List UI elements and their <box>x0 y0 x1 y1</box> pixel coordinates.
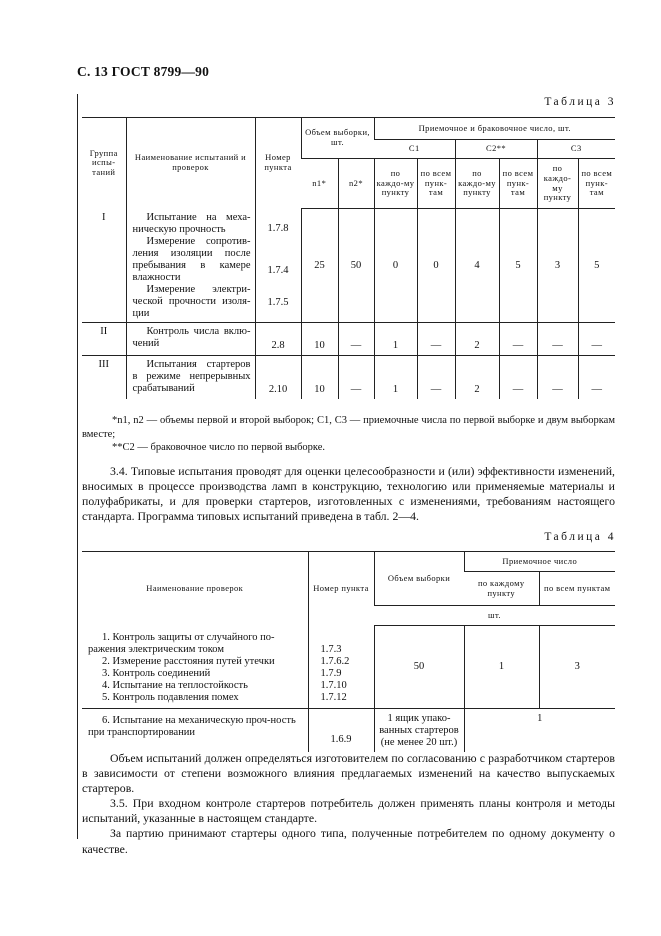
header-volume: Объем выборки <box>374 552 464 606</box>
header-c3-per-point: по каждо-му пункту <box>537 159 578 209</box>
header-all-points: по всем пунктам <box>539 572 615 606</box>
header-c2-per-point: по каждо-му пункту <box>455 159 499 209</box>
group-cell: I <box>82 209 126 323</box>
header-c3-all-points: по всем пунк-там <box>578 159 615 209</box>
check-name: 6. Испытание на механическую проч-ность при транспортировании <box>88 714 296 738</box>
value-cell: 0 <box>374 209 417 323</box>
value-cell: 10 <box>301 356 338 399</box>
header-point: Номер пункта <box>255 118 301 209</box>
test-name: Испытания стартеров в режиме непрерывных срабатываний <box>132 359 251 395</box>
table-row <box>82 356 615 399</box>
value-cell: — <box>417 356 455 399</box>
value-cell: 2 <box>455 323 499 356</box>
table-3 <box>82 117 615 399</box>
point-cell <box>255 209 301 323</box>
check-name: 3. Контроль соединений <box>102 667 211 679</box>
check-name: 5. Контроль подавления помех <box>102 691 239 703</box>
value-cell: 5 <box>499 209 537 323</box>
point-cell: 1.6.9 <box>308 708 374 752</box>
header-c1-all-points: по всем пунк-там <box>417 159 455 209</box>
value-cell: — <box>417 323 455 356</box>
header-c1: C1 <box>374 140 455 159</box>
check-name: 1. Контроль защиты от случайного по-ражения электрическим током <box>88 631 275 655</box>
point-value: 1.7.5 <box>267 296 289 308</box>
value-cell: — <box>578 356 615 399</box>
test-name-cell <box>126 323 255 356</box>
point-value: 1.7.12 <box>320 691 347 703</box>
value-cell: — <box>537 323 578 356</box>
value-cell: — <box>537 356 578 399</box>
table-3-footnotes <box>82 414 615 455</box>
value-cell: 50 <box>338 209 374 323</box>
point-cell: 2.8 <box>255 323 301 356</box>
header-volume: Объем выборки, шт. <box>301 118 374 159</box>
header-c1-per-point: по каждо-му пункту <box>374 159 417 209</box>
header-n2: n2* <box>338 159 374 209</box>
group-cell: III <box>98 359 109 371</box>
table-3-caption: Таблица 3 <box>544 96 616 108</box>
point-value: 1.7.6.2 <box>320 655 350 667</box>
footnote: **C2 — браковочное число по первой выборке. <box>112 442 326 454</box>
value-cell: 10 <box>301 323 338 356</box>
header-name: Наименование проверок <box>82 552 308 626</box>
header-point: Номер пункта <box>308 552 374 626</box>
footnote: *n1, n2 — объемы первой и второй выборок; C1, C3 — приемочные числа по первой выборке и двум выборкам вместе; <box>82 415 615 440</box>
test-name: Измерение сопротив-ления изоляции после пребывания в камере влажности <box>132 235 251 283</box>
test-name-cell <box>126 356 255 399</box>
value-cell: 2 <box>455 356 499 399</box>
point-value: 1.7.8 <box>267 222 289 234</box>
header-c2: C2** <box>455 140 537 159</box>
value-cell: — <box>338 356 374 399</box>
value-cell: — <box>499 323 537 356</box>
value-cell: 3 <box>537 209 578 323</box>
test-name: Испытание на меха-ническую прочность <box>132 211 251 235</box>
table-4-caption: Таблица 4 <box>544 531 616 543</box>
header-group: Группа испы-таний <box>82 118 126 209</box>
header-c2-all-points: по всем пунк-там <box>499 159 537 209</box>
value-cell: — <box>499 356 537 399</box>
table-row <box>82 708 615 752</box>
point-cell <box>308 626 374 709</box>
value-cell: 1 <box>374 356 417 399</box>
paragraph-text: 3.5. При входном контроле стартеров потребитель должен применять планы контроля и методы испытаний, указанные в настоящем стандарте. <box>82 796 615 826</box>
paragraph-text: 3.4. Типовые испытания проводят для оценки целесообразности и (или) эффективности изменений, вносимых в процессе производства ламп в конструкцию, технологию или применяемые материалы и полуфабрикаты, и для проверки стартеров, изготовленных с изменениями, требованиям настоящего стандарта. Программа типовых испытаний приведена в табл. 2—4. <box>82 464 615 524</box>
header-c3: C3 <box>537 140 615 159</box>
table-row <box>82 323 615 356</box>
accept-cell: 1 <box>464 708 615 752</box>
paragraph-3-4 <box>82 464 615 524</box>
value-cell: 1 <box>374 323 417 356</box>
check-name: 4. Испытание на теплостойкость <box>102 679 248 691</box>
paragraph-text: За партию принимают стартеры одного типа, полученные потребителем по одному документу о качестве. <box>82 826 615 856</box>
test-name: Контроль числа вклю-чений <box>132 326 251 350</box>
point-value: 1.7.4 <box>267 264 289 276</box>
margin-rule <box>77 94 78 839</box>
point-cell: 2.10 <box>255 356 301 399</box>
check-name-cell <box>82 708 308 752</box>
per-point-cell: 1 <box>464 626 539 709</box>
table-row <box>82 626 615 709</box>
table-row <box>82 209 615 323</box>
header-accept: Приемочное число <box>464 552 615 572</box>
header-unit: шт. <box>374 606 615 626</box>
check-name: 2. Измерение расстояния путей утечки <box>102 655 275 667</box>
value-cell: 4 <box>455 209 499 323</box>
header-name: Наименование испытаний и проверок <box>126 118 255 209</box>
header-accept: Приемочное и браковочное число, шт. <box>374 118 615 140</box>
table-4 <box>82 551 615 752</box>
paragraph-text: Объем испытаний должен определяться изготовителем по согласованию с разработчиком стартеров в зависимости от степени возможного влияния предлагаемых изменений на качество выпускаемых стартеров. <box>82 751 615 796</box>
page-header: С. 13 ГОСТ 8799—90 <box>77 64 210 79</box>
closing-text <box>82 751 615 857</box>
test-name: Измерение электри-ческой прочности изоля-ции <box>132 283 251 319</box>
point-value: 1.7.10 <box>320 679 347 691</box>
header-per-point: по каждому пункту <box>464 572 539 606</box>
value-cell: — <box>578 323 615 356</box>
group-cell: II <box>82 323 126 356</box>
value-cell: — <box>338 323 374 356</box>
all-points-cell: 3 <box>539 626 615 709</box>
value-cell: 25 <box>301 209 338 323</box>
volume-cell: 1 ящик упако-ванных стартеров (не менее 20 шт.) <box>374 708 464 752</box>
point-value: 1.7.3 <box>320 643 342 655</box>
point-value: 1.7.9 <box>320 667 342 679</box>
header-n1: n1* <box>301 159 338 209</box>
check-name-cell <box>82 626 308 709</box>
volume-cell: 50 <box>374 626 464 709</box>
test-name-cell <box>126 209 255 323</box>
value-cell: 5 <box>578 209 615 323</box>
value-cell: 0 <box>417 209 455 323</box>
